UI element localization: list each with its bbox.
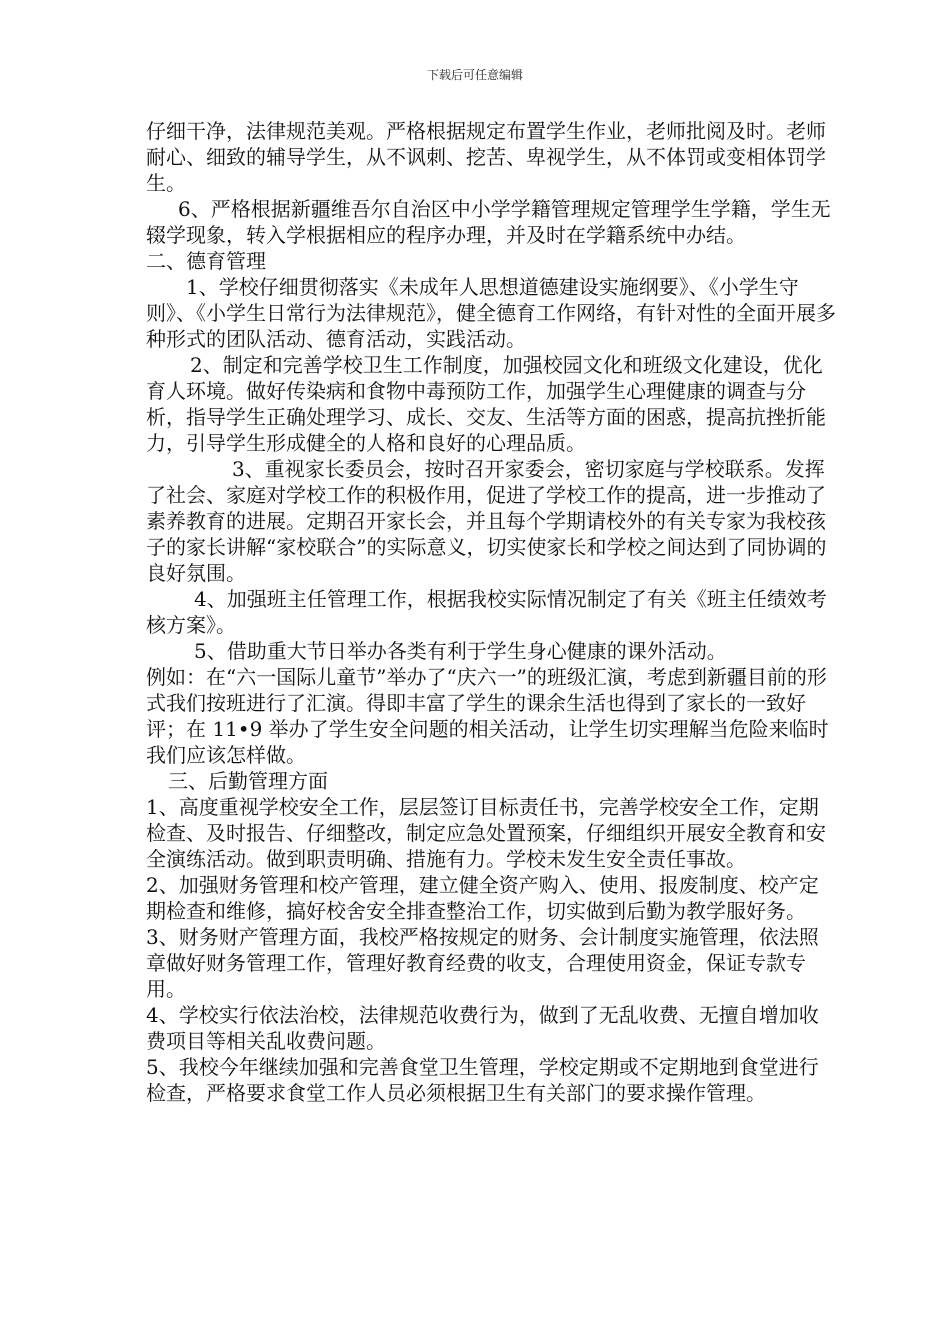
document-body <box>146 118 836 1106</box>
paragraph: 4、加强班主任管理工作，根据我校实际情况制定了有关《班主任绩效考核方案》。 <box>146 587 827 637</box>
paragraph: 5、借助重大节日举办各类有利于学生身心健康的课外活动。 <box>194 639 727 663</box>
paragraph: 4、学校实行依法治校，法律规范收费行为，做到了无乱收费、无擅自增加收费项目等相关乱收费问题。 <box>146 1003 819 1053</box>
page-header: 下载后可任意编辑 <box>426 68 523 82</box>
paragraph: 仔细干净，法律规范美观。严格根据规定布置学生作业，老师批阅及时。老师耐心、细致的辅导学生，从不讽刺、挖苦、卑视学生，从不体罚或变相体罚学生。 <box>146 119 826 195</box>
paragraph: 2、加强财务管理和校产管理，建立健全资产购入、使用、报废制度、校产定期检查和维修，搞好校舍安全排查整治工作，切实做到后勤为教学服好务。 <box>146 873 819 923</box>
paragraph: 3、财务财产管理方面，我校严格按规定的财务、会计制度实施管理，依法照章做好财务管理工作，管理好教育经费的收支，合理使用资金，保证专款专用。 <box>146 925 819 1001</box>
paragraph: 1、学校仔细贯彻落实《未成年人思想道德建设实施纲要》、《小学生守则》、《小学生日常行为法律规范》，健全德育工作网络，有针对性的全面开展多种形式的团队活动、德育活动，实践活动。 <box>146 275 836 351</box>
paragraph: 3、重视家长委员会，按时召开家委会，密切家庭与学校联系。发挥了社会、家庭对学校工作的积极作用，促进了学校工作的提高，进一步推动了素养教育的进展。定期召开家长会，并且每个学期请校外的有关专家为我校孩子的家长讲解“家校联合”的实际意义，切实使家长和学校之间达到了同协调的良好氛围。 <box>146 457 827 585</box>
paragraph: 例如：在“六一国际儿童节”举办了“庆六一”的班级汇演，考虑到新疆目前的形式我们按班进行了汇演。得即丰富了学生的课余生活也得到了家长的一致好评；在 11•9 举办了学生安全问题的相关活动，让学生切实理解当危险来临时我们应该怎样做。 <box>146 665 829 767</box>
paragraph: 5、我校今年继续加强和完善食堂卫生管理，学校定期或不定期地到食堂进行检查，严格要求食堂工作人员必须根据卫生有关部门的要求操作管理。 <box>146 1055 819 1105</box>
paragraph: 2、制定和完善学校卫生工作制度，加强校园文化和班级文化建设，优化育人环境。做好传染病和食物中毒预防工作，加强学生心理健康的调查与分析，指导学生正确处理学习、成长、交友、生活等方面的困惑，提高抗挫折能力，引导学生形成健全的人格和良好的心理品质。 <box>146 353 826 455</box>
section-heading: 三、后勤管理方面 <box>168 769 328 793</box>
paragraph: 6、严格根据新疆维吾尔自治区中小学学籍管理规定管理学生学籍，学生无辍学现象，转入学根据相应的程序办理，并及时在学籍系统中办结。 <box>146 197 831 247</box>
paragraph: 1、高度重视学校安全工作，层层签订目标责任书，完善学校安全工作，定期检查、及时报告、仔细整改，制定应急处置预案，仔细组织开展安全教育和安全演练活动。做到职责明确、措施有力。学校未发生安全责任事故。 <box>146 795 826 871</box>
section-heading: 二、德育管理 <box>146 249 266 273</box>
